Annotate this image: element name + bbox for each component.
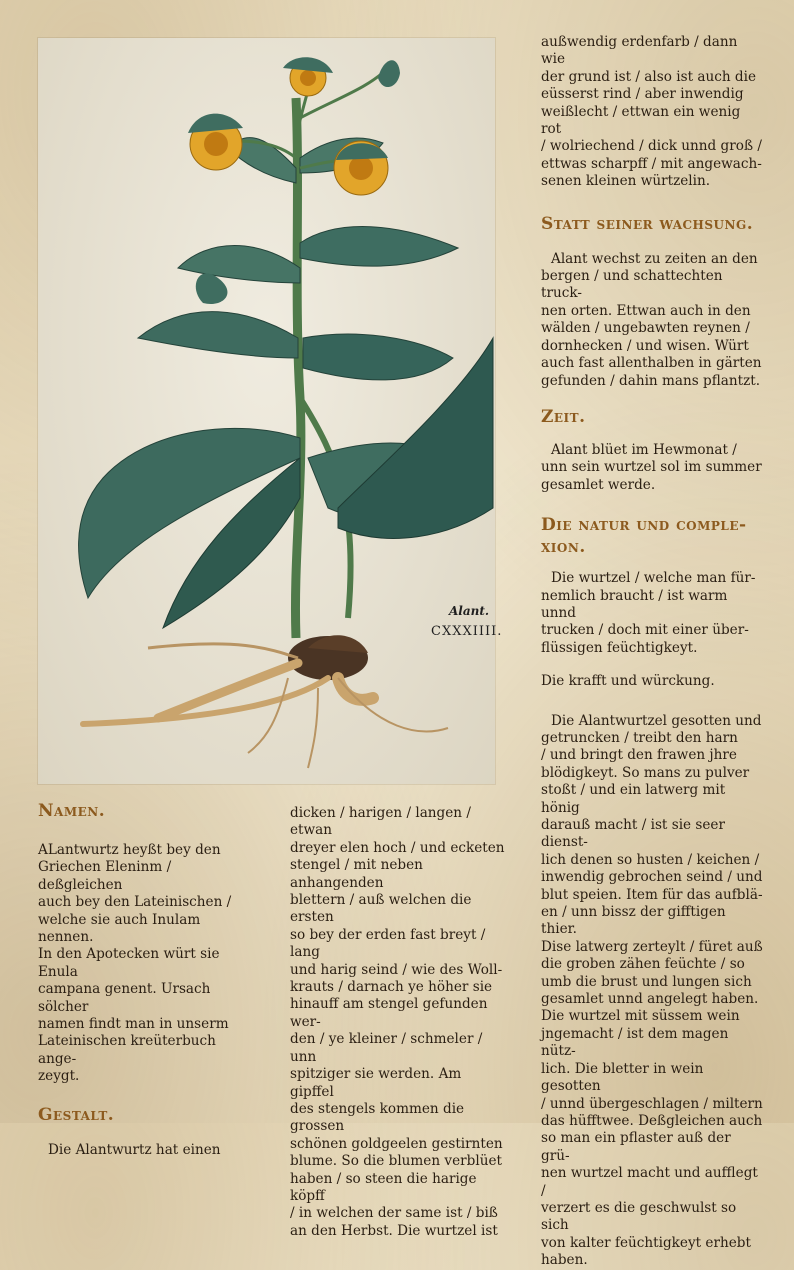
column-right bbox=[541, 34, 763, 1270]
column-left bbox=[38, 800, 258, 1159]
heading-krafft: Die krafft und würckung. bbox=[541, 673, 715, 690]
paragraph-wurtzel: außwendig erdenfarb / dann wie der grund ist / also ist auch die eüsserst rind / aber inwendig weißlecht / ettwan ein wenig rot / wolriechend / dick unnd groß / ettwas scharpff / mit angewach- senen kleinen würtzelin. bbox=[541, 34, 762, 190]
heading-gestalt: Gestalt. bbox=[38, 1104, 115, 1125]
plate-name: Alant. bbox=[449, 604, 490, 618]
paragraph-natur: Die wurtzel / welche man für- nemlich braucht / ist warm unnd trucken / doch mit einer über- flüssigen feüchtigkeyt. bbox=[541, 570, 756, 656]
paragraph-gestalt: Die Alantwurtz hat einen bbox=[48, 1141, 221, 1158]
paragraph-statt: Alant wechst zu zeiten an den bergen / und schattechten truck- nen orten. Ettwan auch in den wälden / ungebawten reynen / dornhecken / und wisen. Würt auch fast allenthalben in gärten gefunden / dahin mans pflantzt. bbox=[541, 250, 762, 389]
alant-illustration bbox=[38, 38, 495, 784]
column-middle bbox=[290, 805, 505, 1240]
paragraph-namen: ALantwurtz heyßt bey den Griechen Eleninm / deßgleichen auch bey den Lateinischen / welche sie auch Inulam nennen. In den Apotecken würt sie Enula campana genent. Ursach sölcher namen findt man in unserm Lateinischen kreüterbuch ange- zeygt. bbox=[38, 842, 232, 1085]
paragraph-zeit: Alant blüet im Hewmonat / unn sein wurtzel sol im summer gesamlet werde. bbox=[541, 441, 762, 493]
paragraph-wirkung: Die Alantwurtzel gesotten und getruncken / treibt den harn / und bringt den frawen jhre blödigkeyt. So mans zu pulver stoßt / und ein latwerg mit hönig darauß macht / ist sie seer dienst- lich denen so husten / keichen / inwendig gebrochen seind / und blut speien. Item für das aufblä- en / unn bissz der gifftigen thier. Dise latwerg zerteylt / füret auß die groben zähen feüchte / so umb die brust und lungen sich gesamlet unnd angelegt haben. Die wurtzel mit süssem wein jngemacht / ist dem magen nütz- lich. Die bletter in wein gesotten / unnd übergeschlagen / miltern das hüfftwee. Deßgleichen auch so man ein pflaster auß der grü- nen wurtzel macht und aufflegt / verzert es die geschwulst so sich von kalter feüchtigkeyt erhebt haben. bbox=[541, 712, 763, 1269]
botanical-plate bbox=[38, 38, 503, 784]
heading-zeit: Zeit. bbox=[541, 406, 586, 427]
heading-natur: Die natur und comple- xion. bbox=[541, 515, 747, 558]
heading-statt: Statt seiner wachsung. bbox=[541, 213, 754, 234]
plate-number: CXXXIIII. bbox=[431, 624, 503, 639]
paragraph-gestalt-cont: dicken / harigen / langen / etwan dreyer elen hoch / und ecketen stengel / mit neben anhangenden blettern / auß welchen die ersten so bey der erden fast breyt / lang und harig seind / wie des Woll- krauts / darnach ye höher sie hinauff am stengel gefunden wer- den / ye kleiner / schmeler / unn spitziger sie werden. Am gipffel des stengels kommen die grossen schönen goldgeelen gestirnten blume. So die blumen verblüet haben / so steen die harige köpff / in welchen der same ist / biß an den Herbst. Die wurtzel ist bbox=[290, 805, 505, 1239]
heading-namen: Namen. bbox=[38, 801, 106, 821]
